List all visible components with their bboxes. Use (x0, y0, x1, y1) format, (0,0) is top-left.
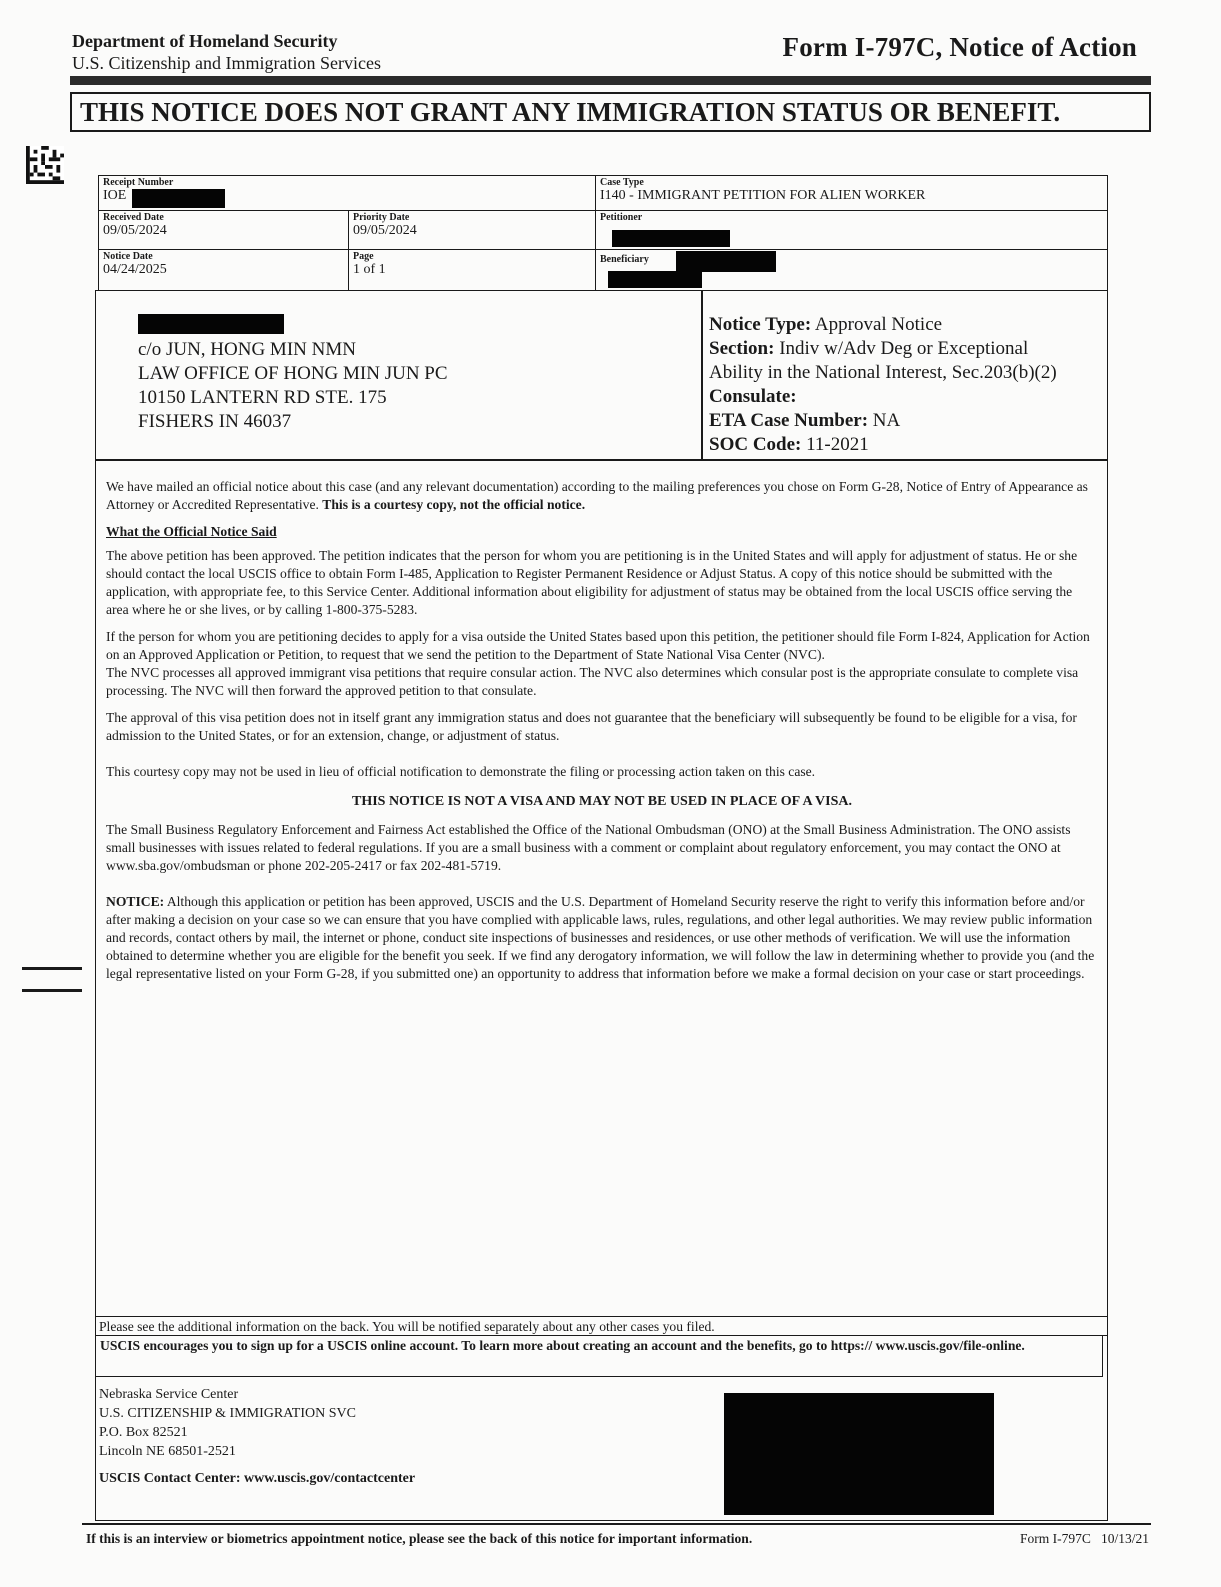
service-center-line-2: U.S. CITIZENSHIP & IMMIGRATION SVC (99, 1406, 356, 1421)
online-account-row (95, 1335, 1103, 1377)
receipt-number-cell (98, 175, 596, 211)
online-account-text: USCIS encourages you to sign up for a USCIS online account. To learn more about creating an account and the benefits, go to https:// www.uscis.gov/file-online. (100, 1338, 1025, 1353)
soc-value: 11-2021 (806, 434, 869, 455)
visa-outside-paragraph: If the person for whom you are petitioning decides to apply for a visa outside the United States based upon this petition, the petitioner should file Form I-824, Application for Action on an Approved Application or Petition, to request that we send the petition to the Department of State National Visa Center (NVC). (106, 629, 1090, 662)
priority-date-value: 09/05/2024 (353, 223, 417, 238)
page-value: 1 of 1 (353, 262, 386, 277)
eta-value: NA (872, 410, 901, 431)
priority-date-label: Priority Date (353, 212, 410, 223)
case-type-label: Case Type (600, 177, 644, 188)
petitioner-cell (595, 210, 1108, 250)
footer-form-name: Form I-797C (1019, 1531, 1091, 1546)
notice-date-cell (98, 249, 349, 291)
margin-mark-2 (22, 989, 82, 992)
footer-rule (82, 1523, 1151, 1525)
header-rule (70, 76, 1151, 85)
service-center-line-1: Nebraska Service Center (99, 1387, 239, 1402)
consulate-label: Consulate: (709, 386, 797, 407)
mailing-address (138, 338, 448, 434)
department-name: Department of Homeland Security (72, 31, 338, 51)
section-label: Section: (709, 338, 775, 359)
service-center-line-3: P.O. Box 82521 (99, 1425, 188, 1440)
address-line-3: 10150 LANTERN RD STE. 175 (138, 387, 387, 408)
notice-date-value: 04/24/2025 (103, 262, 167, 277)
notice-type-value: Approval Notice (814, 314, 943, 335)
verification-text: Although this application or petition has been approved, USCIS and the U.S. Department of Homeland Security reserve the right to verify this information before and/or after making a decision on your case so we can ensure that you have complied with applicable laws, rules, regulations, and other legal authorities. We may review public information and records, contact others by mail, the internet or phone, conduct site inspections of businesses and residences, or use other methods of verification. We will use the information obtained to determine whether you are eligible for the benefit you seek. If we find any derogatory information, we will follow the law in determining whether to provide you (and the legal representative listed on your Form G-28, if you submitted one) an opportunity to address that information before we make a formal decision on your case or start proceedings. (106, 894, 1095, 981)
agency-name: U.S. Citizenship and Immigration Services (72, 53, 381, 73)
notice-info (709, 313, 1057, 457)
approval-paragraph: The above petition has been approved. The petition indicates that the person for whom you are petitioning is in the United States and will apply for adjustment of status. He or she should contact the local USCIS office to obtain Form I-485, Application to Register Permanent Residence or Adjust Status. A copy of this notice should be submitted with the application, with appropriate fee, to this Service Center. Additional information about eligibility for adjustment of status may be obtained from the local USCIS office serving the area where he or she lives, or by calling 1-800-375-5283. (106, 548, 1078, 617)
beneficiary-cell (595, 249, 1108, 291)
additional-info-row (95, 1316, 1108, 1336)
page-cell (348, 249, 596, 291)
address-line-1: c/o JUN, HONG MIN NMN (138, 339, 356, 360)
case-type-value: I140 - IMMIGRANT PETITION FOR ALIEN WORKER (600, 188, 926, 203)
receipt-number-label: Receipt Number (103, 177, 174, 188)
section-value-2: Ability in the National Interest, Sec.203(b)(2) (709, 362, 1057, 383)
notice-label: NOTICE: (106, 894, 165, 909)
agency-block (72, 30, 381, 74)
courtesy-emphasis: This is a courtesy copy, not the official notice. (322, 497, 586, 512)
case-info-grid (95, 175, 1108, 291)
soc-label: SOC Code: (709, 434, 802, 455)
received-date-cell (98, 210, 349, 250)
courtesy-text: We have mailed an official notice about this case (and any relevant documentation) according to the mailing preferences you chose on Form G-28, Notice of Entry of Appearance as Attorney or Accredited Representative. (106, 479, 1088, 512)
received-date-label: Received Date (103, 212, 164, 223)
address-line-2: LAW OFFICE OF HONG MIN JUN PC (138, 363, 448, 384)
ombudsman-paragraph: The Small Business Regulatory Enforcement and Fairness Act established the Office of the National Ombudsman (ONO) at the Small Business Administration. The ONO assists small businesses with issues related to federal regulations. If you are a small business with a comment or complaint about regulatory enforcement, you may contact the ONO at www.sba.gov/ombudsman or phone 202-205-2417 or fax 202-481-5719. (106, 822, 1071, 873)
barcode-redaction (724, 1393, 994, 1515)
notice-body (106, 478, 1098, 992)
case-type-cell (595, 175, 1108, 211)
received-date-value: 09/05/2024 (103, 223, 167, 238)
margin-mark-1 (22, 967, 82, 970)
address-divider-v (701, 290, 703, 460)
nvc-paragraph: The NVC processes all approved immigrant visa petitions that require consular action. The NVC also determines which consular post is the appropriate consulate to complete visa processing. The NVC will then forward the approved petition to that consulate. (106, 665, 1079, 698)
not-a-visa-statement: THIS NOTICE IS NOT A VISA AND MAY NOT BE USED IN PLACE OF A VISA. (351, 794, 852, 809)
additional-info-text: Please see the additional information on the back. You will be notified separately about any other cases you filed. (99, 1319, 715, 1334)
receipt-number-value: IOE (103, 188, 127, 203)
section-value-1: Indiv w/Adv Deg or Exceptional (779, 338, 1029, 359)
beneficiary-label: Beneficiary (600, 254, 649, 265)
footer-form-id (1020, 1531, 1149, 1547)
address-line-4: FISHERS IN 46037 (138, 411, 292, 432)
address-divider-h (95, 459, 1108, 461)
barcode-icon (26, 146, 64, 184)
beneficiary-redaction-2 (608, 271, 702, 288)
petitioner-label: Petitioner (600, 212, 643, 223)
form-title: Form I-797C, Notice of Action (782, 32, 1137, 62)
recipient-redaction (138, 314, 284, 334)
receipt-redaction (132, 189, 225, 208)
eta-label: ETA Case Number: (709, 410, 869, 431)
contact-center: USCIS Contact Center: www.uscis.gov/contactcenter (99, 1471, 416, 1486)
notice-type-label: Notice Type: (709, 314, 812, 335)
beneficiary-redaction-1 (676, 251, 776, 272)
service-center-address (99, 1385, 415, 1488)
footer-note: If this is an interview or biometrics appointment notice, please see the back of this notice for important information. (86, 1531, 753, 1546)
no-status-paragraph: The approval of this visa petition does not in itself grant any immigration status and does not guarantee that the beneficiary will subsequently be found to be eligible for a visa, for admission to the United States, or for an extension, change, or adjustment of status. (106, 710, 1077, 743)
priority-date-cell (348, 210, 596, 250)
footer-form-date: 10/13/21 (1100, 1531, 1149, 1546)
status-banner: THIS NOTICE DOES NOT GRANT ANY IMMIGRATION STATUS OR BENEFIT. (70, 92, 1151, 132)
petitioner-redaction (612, 230, 730, 247)
service-center-line-4: Lincoln NE 68501-2521 (99, 1444, 236, 1459)
verification-notice (106, 893, 1098, 983)
section-heading: What the Official Notice Said (106, 524, 277, 539)
notice-date-label: Notice Date (103, 251, 153, 262)
courtesy-paragraph (106, 478, 1098, 514)
courtesy-copy-paragraph: This courtesy copy may not be used in lieu of official notification to demonstrate the filing or processing action taken on this case. (106, 764, 816, 779)
page-label: Page (353, 251, 374, 262)
footer (86, 1531, 1149, 1547)
